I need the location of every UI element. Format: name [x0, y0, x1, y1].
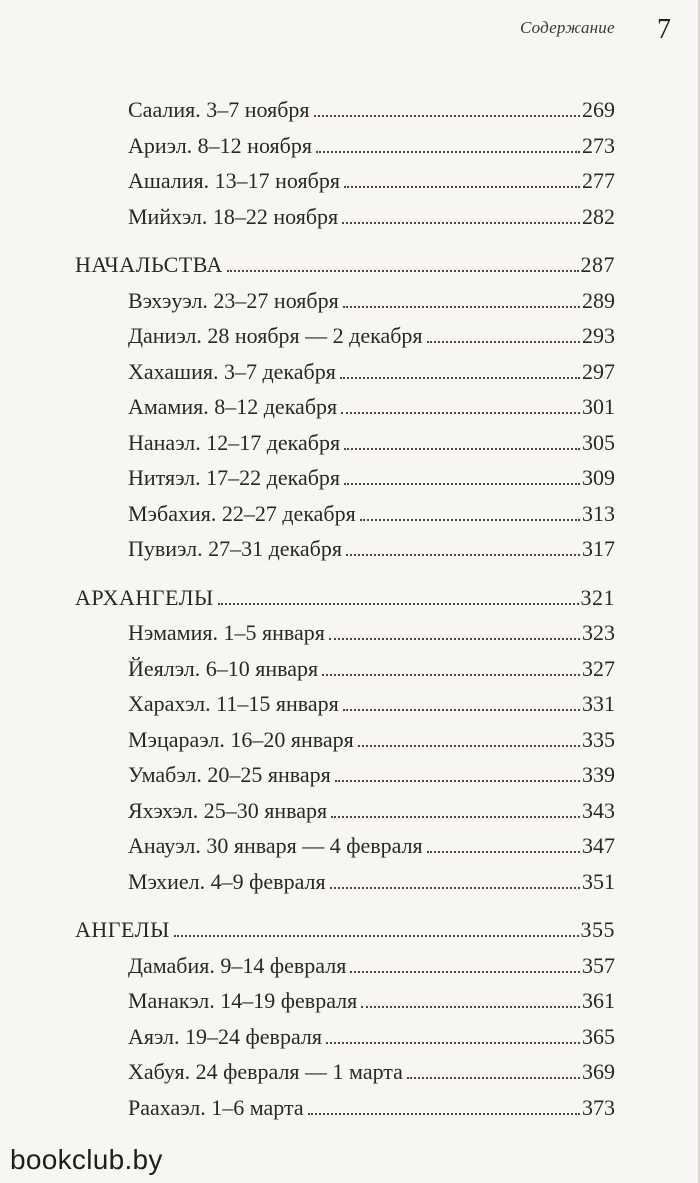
dot-leader — [227, 270, 579, 272]
toc-entry-page: 357 — [582, 952, 615, 978]
toc-entry — [75, 460, 615, 496]
dot-leader — [326, 1042, 580, 1044]
dot-leader — [343, 709, 580, 711]
toc-entry-page: 365 — [582, 1023, 615, 1049]
dot-leader — [335, 780, 580, 782]
dot-leader — [346, 554, 580, 556]
toc-entry-page: 282 — [582, 203, 615, 229]
toc-entry — [75, 722, 615, 758]
toc-section-title: АНГЕЛЫ — [75, 917, 170, 942]
toc-entry — [75, 948, 615, 984]
toc-entry-page: 273 — [582, 132, 615, 158]
dot-leader — [427, 851, 580, 853]
table-of-contents — [75, 92, 615, 1125]
toc-entry-title: Яхэхэл. 25–30 января — [128, 797, 328, 823]
toc-entry-title: Хабуя. 24 февраля — 1 марта — [128, 1059, 403, 1084]
toc-section-page: 355 — [580, 917, 615, 942]
toc-entry-title: Манакэл. 14–19 февраля — [128, 988, 358, 1013]
toc-section-title: НАЧАЛЬСТВА — [75, 252, 223, 277]
toc-entry — [75, 163, 615, 199]
toc-entry — [75, 757, 615, 793]
dot-leader — [341, 412, 580, 414]
toc-entry — [75, 651, 615, 687]
toc-entry — [75, 318, 615, 354]
watermark-text: bookclub.by — [10, 1144, 163, 1175]
dot-leader — [218, 603, 579, 605]
toc-entry-page: 301 — [582, 394, 615, 419]
toc-entry-title: Нэмамия. 1–5 января — [128, 620, 325, 645]
toc-entry-page: 327 — [582, 655, 615, 681]
toc-entry-title: Мийхэл. 18–22 ноября — [128, 203, 339, 229]
toc-entry — [75, 389, 615, 425]
toc-entry-page: 309 — [582, 465, 615, 490]
toc-entry-title: Мэбахия. 22–27 декабря — [128, 500, 356, 526]
toc-entry — [75, 983, 615, 1019]
toc-entry-page: 297 — [582, 358, 615, 384]
toc-entry-title: Мэхиел. 4–9 февраля — [128, 868, 326, 894]
toc-entry-page: 339 — [582, 762, 615, 787]
toc-entry — [75, 1054, 615, 1090]
dot-leader — [329, 638, 580, 640]
dot-leader — [360, 519, 580, 521]
toc-section-arkhangely — [75, 580, 615, 616]
toc-entry-page: 289 — [582, 287, 615, 313]
toc-entry — [75, 92, 615, 128]
toc-entry-title: Йеялэл. 6–10 января — [128, 655, 319, 681]
toc-section-title: АРХАНГЕЛЫ — [75, 584, 214, 610]
dot-leader — [174, 935, 579, 937]
toc-entry-title: Раахаэл. 1–6 марта — [128, 1094, 304, 1120]
toc-entry-title: Умабэл. 20–25 января — [128, 762, 331, 787]
toc-entry-page: 323 — [582, 620, 615, 645]
toc-entry — [75, 793, 615, 829]
dot-leader — [331, 816, 580, 818]
dot-leader — [314, 115, 580, 117]
dot-leader — [361, 1006, 580, 1008]
dot-leader — [308, 1113, 580, 1115]
toc-entry — [75, 199, 615, 235]
running-title: Содержание — [520, 18, 615, 37]
toc-entry-title: Амамия. 8–12 декабря — [128, 394, 338, 419]
page-number: 7 — [657, 14, 671, 45]
toc-entry-title: Даниэл. 28 ноября — 2 декабря — [128, 323, 423, 348]
toc-entry-title: Ашалия. 13–17 ноября — [128, 168, 340, 193]
toc-section-page: 287 — [580, 252, 615, 277]
toc-entry-page: 313 — [582, 500, 615, 526]
toc-entry-title: Саалия. 3–7 ноября — [128, 97, 310, 122]
toc-entry-title: Ариэл. 8–12 ноября — [128, 132, 312, 158]
toc-entry — [75, 864, 615, 900]
toc-entry-title: Анауэл. 30 января — 4 февраля — [128, 833, 423, 858]
toc-entry-page: 331 — [582, 691, 615, 716]
toc-entry — [75, 425, 615, 461]
toc-entry-title: Пувиэл. 27–31 декабря — [128, 536, 342, 561]
toc-entry-title: Дамабия. 9–14 февраля — [128, 952, 347, 978]
toc-entry — [75, 496, 615, 532]
toc-entry-page: 347 — [582, 833, 615, 858]
dot-leader — [343, 306, 580, 308]
dot-leader — [427, 341, 580, 343]
toc-entry — [75, 1090, 615, 1126]
dot-leader — [344, 483, 580, 485]
toc-entry-page: 269 — [582, 97, 615, 122]
toc-entry — [75, 354, 615, 390]
toc-entry — [75, 615, 615, 651]
toc-entry — [75, 531, 615, 567]
dot-leader — [322, 674, 580, 676]
dot-leader — [330, 887, 580, 889]
toc-entry-title: Хахашия. 3–7 декабря — [128, 358, 336, 384]
toc-entry-page: 305 — [582, 429, 615, 455]
dot-leader — [358, 745, 580, 747]
toc-entry-page: 293 — [582, 323, 615, 348]
dot-leader — [407, 1077, 580, 1079]
dot-leader — [340, 377, 580, 379]
toc-section-nachalstva — [75, 247, 615, 283]
toc-entry — [75, 128, 615, 164]
toc-entry — [75, 686, 615, 722]
toc-entry-page: 369 — [582, 1059, 615, 1084]
dot-leader — [344, 186, 580, 188]
toc-entry-page: 351 — [582, 868, 615, 894]
dot-leader — [344, 448, 580, 450]
toc-entry-page: 277 — [582, 168, 615, 193]
toc-entry-page: 335 — [582, 726, 615, 752]
toc-entry-page: 361 — [582, 988, 615, 1013]
toc-entry-title: Вэхэуэл. 23–27 ноября — [128, 287, 339, 313]
toc-section-page: 321 — [580, 584, 615, 610]
toc-entry-title: Нанаэл. 12–17 декабря — [128, 429, 341, 455]
toc-entry — [75, 283, 615, 319]
toc-entry-page: 373 — [582, 1094, 615, 1120]
toc-entry-title: Аяэл. 19–24 февраля — [128, 1023, 322, 1049]
dot-leader — [350, 971, 580, 973]
toc-entry — [75, 1019, 615, 1055]
toc-entry-title: Нитяэл. 17–22 декабря — [128, 465, 341, 490]
dot-leader — [316, 151, 580, 153]
dot-leader — [342, 222, 580, 224]
toc-entry-title: Мэцараэл. 16–20 января — [128, 726, 354, 752]
toc-section-angely — [75, 912, 615, 948]
toc-entry-title: Харахэл. 11–15 января — [128, 691, 339, 716]
toc-entry-page: 343 — [582, 797, 615, 823]
toc-entry — [75, 828, 615, 864]
toc-entry-page: 317 — [582, 536, 615, 561]
